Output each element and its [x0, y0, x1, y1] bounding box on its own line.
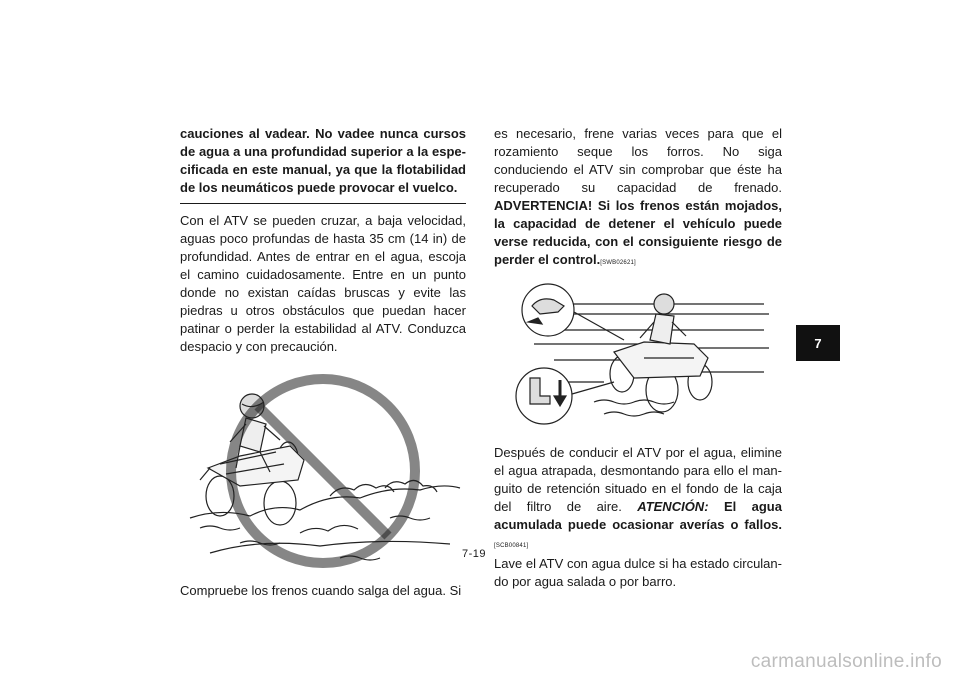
page-number: 7-19 — [462, 548, 487, 560]
warning-continuation: cauciones al vadear. No vadee nunca cursos de agua a una profundidad superior a la especificada en este manual, ya que la flotabilidad de los neumáticos puede provocar el vuelco. — [180, 125, 466, 204]
left-column — [180, 125, 466, 600]
warning-label: ADVERTENCIA! — [494, 198, 593, 213]
attention-text: El agua acumulada puede ocasionar averías o fallos. — [494, 499, 782, 532]
wading-paragraph: Con el ATV se pueden cruzar, a baja velocidad, aguas poco profundas de hasta 35 cm (14 in) de profundidad. Antes de entrar en el agua, escoja el camino cuidadosamente. Entre en un punto donde no existan caídas bruscas y evite las piedras u otros obstáculos que puedan hacer patinar o perder la estabilidad al ATV. Conduzca despacio y con precaución. — [180, 213, 466, 354]
air-filter-text: Después de conducir el ATV por el agua, elimine el agua atrapada, desmontando para ello el manguito de retención situado en el fondo de la caja del filtro de aire. — [494, 445, 782, 514]
attention-label: ATENCIÓN: — [637, 499, 709, 514]
warning-text: Si los frenos están mojados, la capacidad de detener el vehículo puede verse reducida, con el consiguiente riesgo de perder el control. — [494, 198, 782, 267]
warning-code: [SWB02621] — [600, 260, 636, 266]
atv-deep-water-prohibited-illustration — [180, 368, 466, 574]
attention-code: [SCB00841] — [494, 543, 529, 549]
atv-brake-drying-illustration — [494, 282, 782, 432]
check-brakes-text: Compruebe los frenos cuando salga del agua. Si — [180, 583, 462, 598]
air-filter-paragraph — [494, 444, 782, 555]
brakes-paragraph — [494, 125, 782, 272]
chapter-tab: 7 — [796, 325, 840, 361]
brakes-text: es necesario, frene varias veces para que el rozamiento seque los forros. No siga conduciendo el ATV sin comprobar que éste ha recuperado su capacidad de frenado. — [494, 126, 782, 195]
watermark: carmanualsonline.info — [750, 651, 942, 672]
wash-paragraph: Lave el ATV con agua dulce si ha estado circulando por agua salada o por barro. — [494, 556, 782, 589]
right-column — [494, 125, 782, 591]
